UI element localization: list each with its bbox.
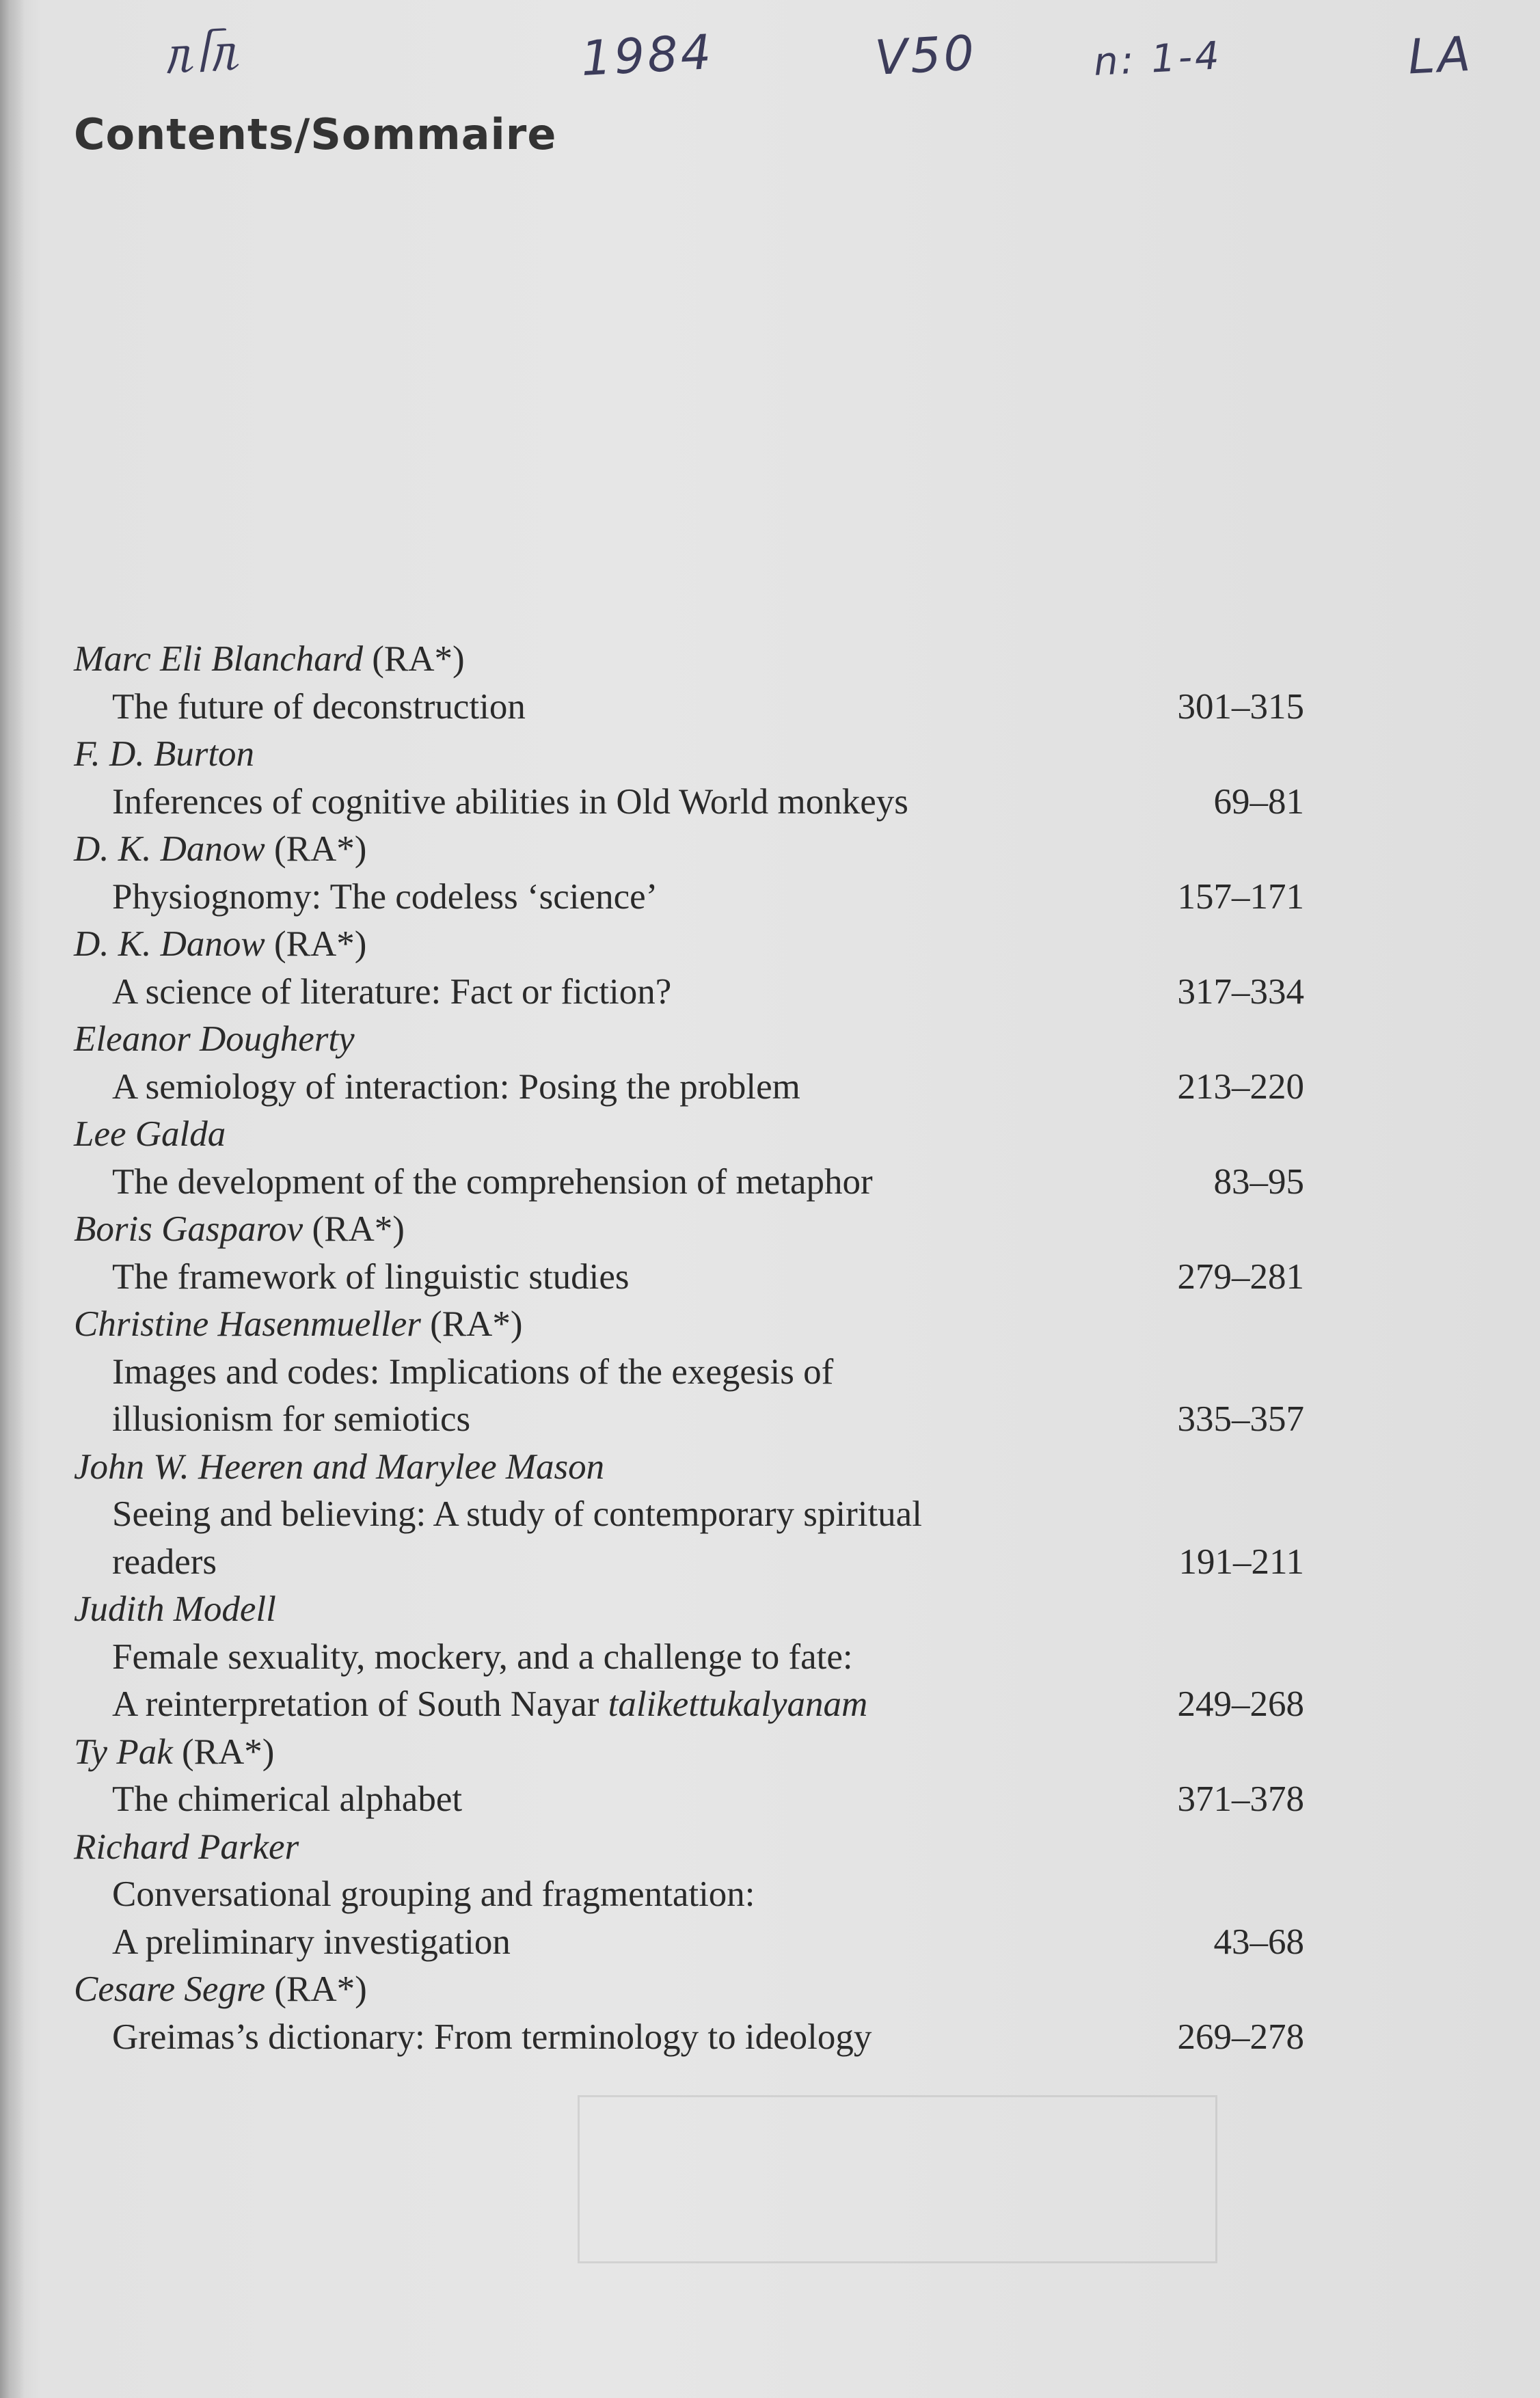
author-name: D. K. Danow [74,829,265,869]
toc-title-line [74,1254,1304,1302]
article-title: The future of deconstruction [112,686,526,727]
toc-title-line [74,969,1304,1016]
page-range: 249–268 [1177,1684,1304,1724]
toc-author [74,826,1304,874]
toc-title-line [74,1064,1304,1112]
author-name: Ty Pak [74,1732,173,1772]
page-range: 43–68 [1213,1922,1304,1962]
toc-author [74,1586,1304,1634]
toc-title-line [74,1491,1304,1539]
review-article-marker: (RA*) [274,924,367,964]
author-name: F. D. Burton [74,734,255,774]
article-title: illusionism for semiotics [112,1399,471,1439]
review-article-marker: (RA*) [312,1209,405,1249]
page-range: 317–334 [1177,971,1304,1012]
page-range: 191–211 [1178,1541,1304,1582]
toc-title-line [74,684,1304,731]
review-article-marker: (RA*) [274,1969,367,2009]
handwritten-note-initials: LA [1406,25,1474,85]
toc-author [74,1824,1304,1872]
page-range: 301–315 [1177,686,1304,727]
article-title: Female sexuality, mockery, and a challenge to fate: [112,1636,853,1677]
toc-author [74,731,1304,779]
article-title: Inferences of cognitive abilities in Old World monkeys [112,781,908,822]
article-title: Seeing and believing: A study of contemporary spiritual [112,1494,922,1534]
toc-author [74,636,1304,684]
article-title: Conversational grouping and fragmentation: [112,1874,755,1914]
handwritten-note-volume: V50 [873,25,979,86]
page-range: 335–357 [1177,1399,1304,1439]
article-title: The chimerical alphabet [112,1779,463,1819]
article-title: A science of literature: Fact or fiction? [112,971,672,1012]
toc-title-line [74,1871,1304,1919]
page-range: 69–81 [1213,781,1304,822]
article-title: A reinterpretation of South Nayar talikettukalyanam [112,1684,868,1724]
handwritten-annotations [0,23,1540,109]
article-title: Greimas’s dictionary: From terminology to ideology [112,2017,872,2057]
review-article-marker: (RA*) [430,1304,523,1344]
author-name: Lee Galda [74,1114,226,1154]
page-title: Contents/Sommaire [74,109,557,159]
toc-title-line [74,1539,1304,1587]
toc-title-line [74,1349,1304,1397]
toc-title-line [74,1634,1304,1682]
toc-author [74,1729,1304,1777]
article-title: The framework of linguistic studies [112,1256,630,1297]
author-name: John W. Heeren and Marylee Mason [74,1446,605,1487]
article-title: A preliminary investigation [112,1922,511,1962]
toc-title-line [74,1776,1304,1824]
review-article-marker: (RA*) [372,639,465,679]
author-name: Marc Eli Blanchard [74,639,363,679]
article-title: Physiognomy: The codeless ‘science’ [112,876,658,917]
page-range: 269–278 [1177,2017,1304,2057]
article-title: readers [112,1541,217,1582]
author-name: Boris Gasparov [74,1209,303,1249]
author-name: D. K. Danow [74,924,265,964]
toc-author [74,921,1304,969]
author-name: Christine Hasenmueller [74,1304,421,1344]
show-through-box [578,2095,1217,2263]
toc-title-line [74,779,1304,826]
toc-title-line [74,874,1304,921]
toc-author [74,1301,1304,1349]
handwritten-note-issues: n: 1-4 [1092,33,1224,85]
toc-title-line [74,1396,1304,1444]
toc-author [74,1444,1304,1492]
page-range: 213–220 [1177,1066,1304,1107]
page-range: 371–378 [1177,1779,1304,1819]
page-range: 279–281 [1177,1256,1304,1297]
page-range: 157–171 [1177,876,1304,917]
table-of-contents [74,636,1304,2061]
toc-title-line [74,1681,1304,1729]
author-name: Eleanor Dougherty [74,1019,355,1059]
review-article-marker: (RA*) [181,1732,275,1772]
review-article-marker: (RA*) [274,829,367,869]
handwritten-note-year: 1984 [579,23,716,87]
toc-author [74,1206,1304,1254]
italic-term: talikettukalyanam [608,1684,868,1724]
toc-author [74,1966,1304,2014]
toc-title-line [74,2014,1304,2062]
author-name: Judith Modell [74,1589,276,1629]
book-spine-shadow [0,0,25,2398]
article-title: A semiology of interaction: Posing the problem [112,1066,800,1107]
page-range: 83–95 [1213,1161,1304,1202]
article-title: Images and codes: Implications of the exegesis of [112,1351,834,1392]
article-title: The development of the comprehension of metaphor [112,1161,873,1202]
handwritten-note-1: ᥰᥬᥰ [162,25,243,85]
toc-author [74,1111,1304,1159]
toc-author [74,1016,1304,1064]
toc-title-line [74,1159,1304,1207]
author-name: Richard Parker [74,1827,299,1867]
author-name: Cesare Segre [74,1969,266,2009]
toc-title-line [74,1919,1304,1967]
